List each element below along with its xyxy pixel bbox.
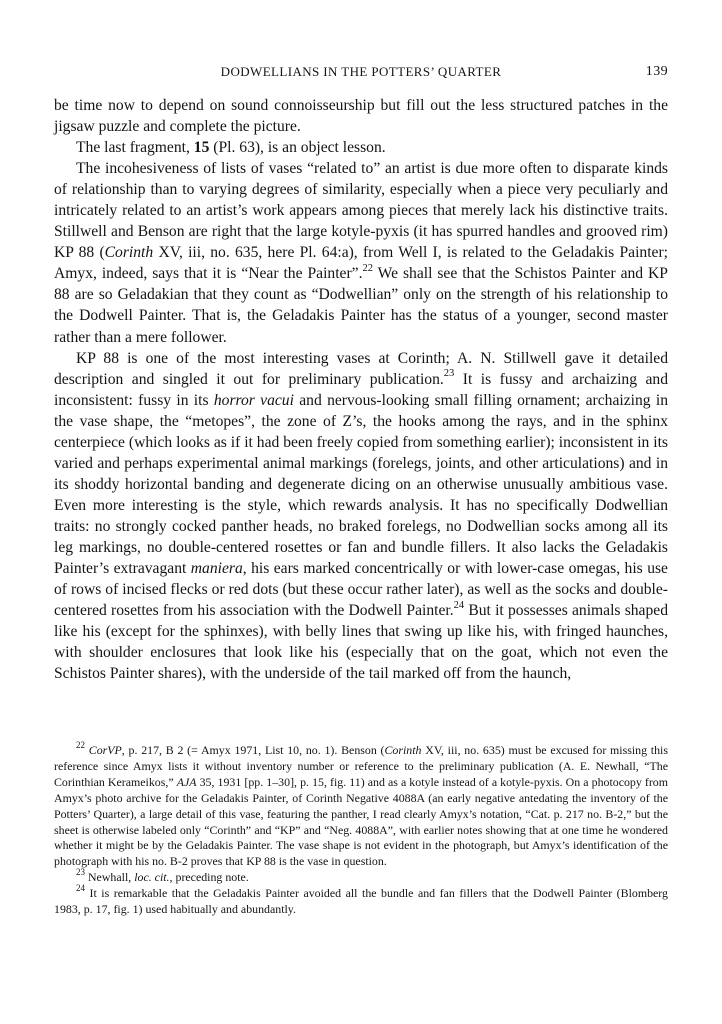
book-page <box>54 62 668 992</box>
footnote-22 <box>54 740 669 870</box>
text-run: , preceding note. <box>169 870 249 885</box>
text-run: We shall see that the Schistos Painter and KP 88 are so Geladakian that they count as “Dodwellian” only on the strength of his relationship to the Dodwell Painter. That is, the Geladakis Painter has the status of a younger, second master rather than a mere follower. <box>54 265 668 346</box>
italic-text: maniera <box>190 560 243 578</box>
paragraph-2 <box>54 137 668 158</box>
text-run: and nervous-looking small filling ornament; archaizing in the vase shape, the “metopes”, the zone of Z’s, the hooks among the rays, and in the sphinx centerpiece (which looks as if it had been freely copied from something earlier); inconsistent in its varied and perhaps experimental animal markings (forelegs, joints, and other articulations) and in its shoddy horizontal banding and degenerate dicing on an otherwise unusually ambitious vase. Even more interesting is the style, which rewards analysis. It has no specifically Dodwellian traits: no strongly cocked panther heads, no braked forelegs, no Dodwellian socks among all its leg markings, no double-centered rosettes or fan and bundle fillers. It also lacks the Geladakis Painter’s extravagant <box>54 391 668 578</box>
italic-text: Corinth <box>104 244 154 262</box>
paragraph-4 <box>54 348 668 685</box>
footnote-ref-22: 22 <box>362 263 373 275</box>
footnote-ref-23: 23 <box>443 368 455 380</box>
text-run: XV, iii, no. 635) must be excused for missing this reference since Amyx lists it without inventory number or reference to the preliminary publication (A. E. Newhall, “The Corinthian Kerameikos,” <box>54 743 668 789</box>
italic-text: AJA <box>176 774 197 789</box>
text-run: (Pl. 63), is an object lesson. <box>209 139 386 157</box>
footnote-24 <box>54 883 668 918</box>
footnote-number: 22 <box>76 740 85 751</box>
text-run: The incohesiveness of lists of vases “related to” an artist is due more often to disparate kinds of relationship than to varying degrees of similarity, especially when a piece very peculiarly and intricately related to an artist’s work appears among pieces that merely lack his distinctive traits. Stillwell and Benson are right that the large kotyle-pyxis (it has spurred handles and grooved rim) KP 88 ( <box>54 160 668 262</box>
footnote-number: 24 <box>76 883 85 894</box>
footnote-number: 23 <box>76 867 85 878</box>
italic-text: Corinth <box>384 743 422 757</box>
paragraph-1: be time now to depend on sound connoisseurship but fill out the less structured patches in the jigsaw puzzle and complete the picture. <box>54 97 668 136</box>
footnotes <box>54 740 669 918</box>
running-title: DODWELLIANS IN THE POTTERS’ QUARTER <box>220 64 502 79</box>
text-run: XV, iii, no. 635, here Pl. 64:a), from Well I, is related to the Geladakis Painter; Amyx, indeed, says that it is “Near the Painter”. <box>54 244 668 283</box>
text-run: But it possesses animals shaped like his (except for the sphinxes), with belly lines that swing up like his, with fringed haunches, with shoulder enclosures that look like his (especially that on the goat, which not even the Schistos Painter shares), with the underside of the tail marked off from the haunch, <box>54 602 668 683</box>
footnote-ref-24: 24 <box>453 599 465 611</box>
running-header <box>54 62 668 84</box>
footnote-23 <box>54 867 668 886</box>
text-run: It is remarkable that the Geladakis Painter avoided all the bundle and fan fillers that the Dodwell Painter (Blomberg 1983, p. 17, fig. 1) used habitually and abundantly. <box>54 886 668 917</box>
italic-text: CorVP <box>88 743 122 757</box>
page-number: 139 <box>645 64 668 79</box>
italic-text: horror vacui <box>213 391 294 409</box>
text-run: Newhall, <box>85 870 135 885</box>
italic-text: loc. cit. <box>134 870 170 885</box>
text-run: , his ears marked concentrically or with lower-case omegas, his use of rows of incised flecks or red dots (but these occur rather later), as well as the socks and double-centered rosettes from his association with the Dodwell Painter. <box>54 560 668 620</box>
text-run: 35, 1931 [pp. 1–30], p. 15, fig. 11) and as a kotyle instead of a kotyle-pyxis. On a photocopy from Amyx’s photo archive for the Geladakis Painter, of Corinth Negative 4088A (an early negative antedating the inventory of the Potters’ Quarter), a large detail of this vase, featuring the panther, I read clearly Amyx’s notation, “Cat. p. 217 no. B-2,” but the sheet is otherwise labeled only “Corinth” and “KP” and “Neg. 4088A”, with earlier notes showing that at one time he wondered whether it might be by the Geladakis Painter. The vase shape is not evident in the photograph, but Amyx’s identification of the photograph with his no. B-2 proves that KP 88 is the vase in question. <box>54 774 669 869</box>
paragraph-3 <box>54 158 668 347</box>
text-run: , p. 217, B 2 (= Amyx 1971, List 10, no. 1). Benson ( <box>121 743 385 757</box>
body-text <box>54 95 668 684</box>
text-run: KP 88 is one of the most interesting vases at Corinth; A. N. Stillwell gave it detailed description and singled it out for preliminary publication. <box>54 349 668 388</box>
fragment-number: 15 <box>193 139 210 157</box>
text-run: The last fragment, <box>76 139 194 157</box>
text-run: It is fussy and archaizing and inconsistent: fussy in its <box>54 370 668 409</box>
